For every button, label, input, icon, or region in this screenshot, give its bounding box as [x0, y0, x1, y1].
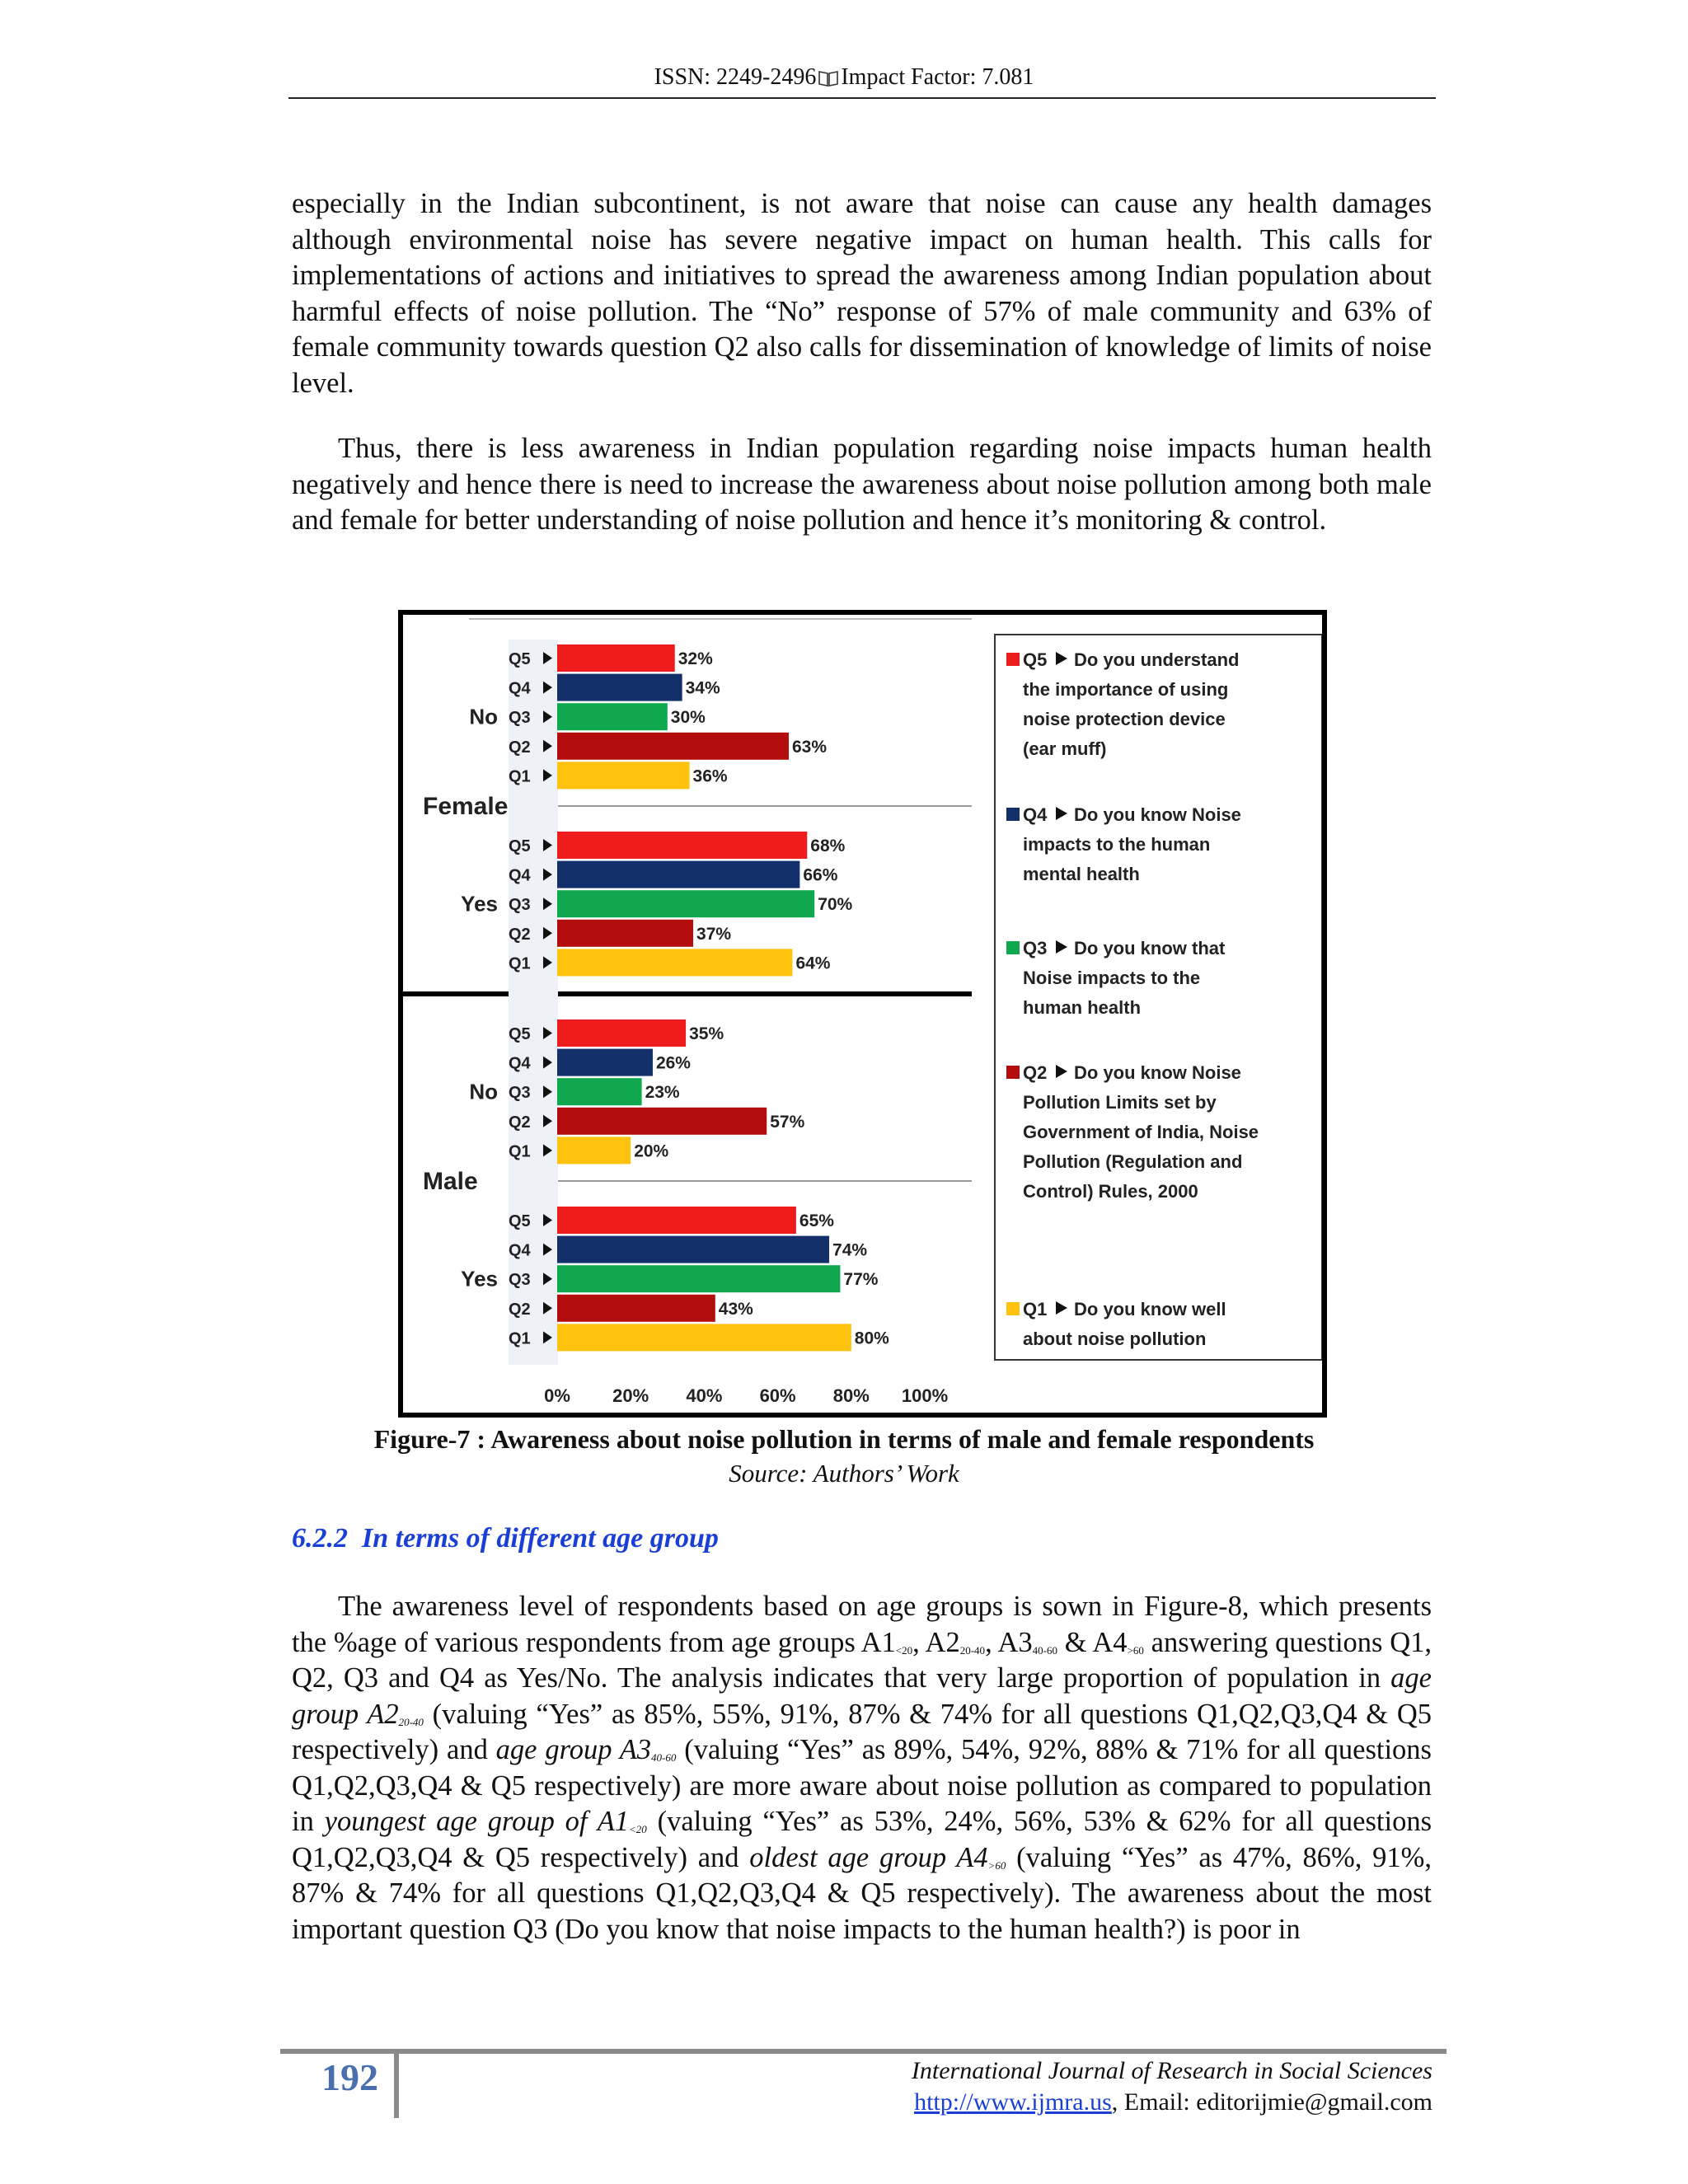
- legend-question: Q3: [1023, 938, 1048, 958]
- bar-value-label: 77%: [843, 1270, 879, 1290]
- legend-swatch: [1006, 941, 1020, 954]
- question-label: Q2: [509, 925, 531, 944]
- legend-question: Q1: [1023, 1299, 1048, 1319]
- question-label: Q3: [509, 1084, 531, 1103]
- bar: [557, 762, 690, 789]
- answer-label: No: [469, 1079, 498, 1104]
- figure-source: Source: Authors’ Work: [729, 1459, 959, 1488]
- p3-text: (valuing “Yes” as 53%, 24%, 56%, 53% & 62% for all questions Q1,Q2,Q3,Q4 & Q5 respectively) and: [292, 1806, 1432, 1873]
- x-tick-label: 80%: [832, 1385, 870, 1406]
- paragraph-3: [292, 1589, 1432, 1947]
- p3-sub: 20-40: [398, 1715, 424, 1728]
- bar: [557, 1078, 642, 1105]
- legend-question: Q4: [1023, 804, 1048, 825]
- question-label: Q4: [509, 866, 531, 885]
- p3-text: (valuing “Yes” as 47%, 86%, 91%, 87% & 74% for all questions Q1,Q2,Q3,Q4 & Q5 respectively). The awareness about the most important question Q3 (Do you know that noise impacts to the human health?) is poor in: [292, 1841, 1432, 1945]
- legend-text: Do you know Noise: [1074, 804, 1241, 825]
- question-label: Q1: [509, 767, 531, 786]
- figure-caption: Figure-7 : Awareness about noise pollution in terms of male and female respondents: [373, 1424, 1315, 1454]
- bar-value-label: 35%: [689, 1024, 724, 1043]
- answer-label: No: [469, 704, 498, 729]
- legend-text: Do you know Noise: [1074, 1062, 1241, 1083]
- p3-text: , A3: [985, 1626, 1033, 1658]
- p3-italic: youngest age group of A1: [324, 1806, 630, 1837]
- legend-text: about noise pollution: [1023, 1329, 1207, 1349]
- p3-sub: <20: [629, 1823, 647, 1835]
- bar: [557, 1236, 829, 1263]
- question-label: Q2: [509, 738, 531, 757]
- answer-label: Yes: [461, 891, 498, 916]
- p3-text: (valuing “Yes” as 85%, 55%, 91%, 87% & 74% for all questions Q1,Q2,Q3,Q4 & Q5 respectively) and: [292, 1698, 1432, 1765]
- legend-text: Do you know well: [1074, 1299, 1226, 1319]
- bar-value-label: 20%: [634, 1141, 669, 1161]
- issn-text: ISSN: 2249-2496: [654, 64, 817, 90]
- legend-text: impacts to the human: [1023, 834, 1211, 855]
- journal-name: International Journal of Research in Social Sciences: [911, 2057, 1432, 2084]
- x-tick-label: 60%: [759, 1385, 796, 1406]
- p3-italic: age group A2: [292, 1662, 1432, 1730]
- legend-text: Do you know that: [1074, 938, 1226, 958]
- bar-value-label: 80%: [854, 1329, 889, 1348]
- section-heading: [292, 1523, 719, 1554]
- bar: [557, 949, 792, 976]
- bar: [557, 1265, 840, 1292]
- bar-value-label: 70%: [818, 895, 853, 915]
- bar: [557, 674, 682, 701]
- p3-sub: 40-60: [651, 1751, 677, 1764]
- impact-factor-text: Impact Factor: 7.081: [841, 64, 1034, 90]
- bar: [557, 703, 668, 730]
- paragraph-2: Thus, there is less awareness in Indian population regarding noise impacts human health negatively and hence there is need to increase the awareness about noise pollution among both male and female for better understanding of noise pollution and hence it’s monitoring & control.: [292, 433, 1432, 536]
- legend-text: human health: [1023, 997, 1142, 1018]
- bar-value-label: 36%: [692, 766, 728, 786]
- p3-sub: 20-40: [959, 1643, 986, 1657]
- p3-sub: <20: [895, 1643, 913, 1657]
- bar-value-label: 57%: [770, 1112, 805, 1132]
- p3-sub: 40-60: [1032, 1643, 1058, 1657]
- p3-text: The awareness level of respondents based on age groups is sown in Figure-8, which presents the %age of various respondents from age groups A1: [292, 1591, 1432, 1658]
- legend-question: Q2: [1023, 1062, 1048, 1083]
- bar-value-label: 32%: [678, 649, 713, 668]
- bar-value-label: 23%: [645, 1083, 680, 1103]
- legend-text: Control) Rules, 2000: [1023, 1181, 1198, 1202]
- p3-italic: oldest age group A4: [749, 1841, 988, 1873]
- journal-contact: [914, 2088, 1432, 2116]
- legend-text: the importance of using: [1023, 679, 1229, 700]
- question-label: Q5: [509, 837, 531, 855]
- question-label: Q4: [509, 1054, 531, 1073]
- question-label: Q2: [509, 1113, 531, 1132]
- journal-link[interactable]: http://www.ijmra.us: [914, 2088, 1112, 2116]
- answer-label: Yes: [461, 1266, 498, 1291]
- p3-sub: >60: [987, 1858, 1006, 1872]
- p3-text: answering questions Q1, Q2, Q3 and Q4 as Yes/No. The analysis indicates that very large proportion of population in: [292, 1626, 1432, 1694]
- legend-text: Noise impacts to the: [1023, 968, 1201, 988]
- question-label: Q5: [509, 1212, 531, 1230]
- x-tick-label: 100%: [901, 1385, 949, 1406]
- paragraph-1: especially in the Indian subcontinent, is not aware that noise can cause any health damages although environmental noise has severe negative impact on human health. This calls for implementations of actions and initiatives to spread the awareness among Indian population about harmful effects of noise pollution. The “No” response of 57% of male community and 63% of female community towards question Q2 also calls for dissemination of knowledge of limits of noise level.: [292, 188, 1432, 399]
- bar: [557, 1324, 851, 1351]
- bar: [557, 1207, 796, 1234]
- bar: [557, 1137, 631, 1164]
- legend-text: Do you understand: [1074, 649, 1240, 670]
- legend-text: noise protection device: [1023, 709, 1226, 729]
- running-header: [0, 64, 1688, 91]
- gender-label: Male: [423, 1168, 478, 1195]
- legend-swatch: [1006, 1302, 1020, 1315]
- p3-italic: age group A3: [495, 1734, 652, 1765]
- journal-email: , Email: editorijmie@gmail.com: [1111, 2088, 1432, 2116]
- bar: [557, 1019, 686, 1047]
- bar: [557, 1295, 715, 1322]
- question-label: Q1: [509, 954, 531, 973]
- question-label: Q4: [509, 679, 531, 698]
- x-tick-label: 40%: [686, 1385, 723, 1406]
- legend-text: (ear muff): [1023, 738, 1107, 759]
- legend-text: Pollution Limits set by: [1023, 1092, 1217, 1113]
- legend-text: Government of India, Noise: [1023, 1122, 1259, 1142]
- legend-swatch: [1006, 1066, 1020, 1079]
- question-label: Q5: [509, 650, 531, 668]
- bar-value-label: 65%: [799, 1212, 834, 1230]
- footer-rule: [280, 2049, 1447, 2054]
- x-tick-label: 20%: [612, 1385, 649, 1406]
- bar: [557, 861, 799, 888]
- bar-value-label: 64%: [795, 954, 831, 973]
- question-label: Q3: [509, 896, 531, 915]
- p3-text: & A4: [1057, 1626, 1128, 1658]
- section-number: 6.2.2: [292, 1523, 348, 1554]
- bar: [557, 832, 807, 859]
- legend-swatch: [1006, 808, 1020, 821]
- question-label: Q3: [509, 709, 531, 728]
- bar-value-label: 26%: [655, 1053, 691, 1073]
- page-number: 192: [321, 2056, 378, 2098]
- question-label: Q1: [509, 1329, 531, 1348]
- book-icon: [818, 69, 839, 87]
- bar-value-label: 43%: [718, 1299, 753, 1319]
- bar: [557, 1108, 767, 1135]
- legend-swatch: [1006, 653, 1020, 666]
- question-label: Q3: [509, 1271, 531, 1290]
- figure-7: [398, 610, 1327, 1418]
- bar-value-label: 74%: [832, 1240, 868, 1260]
- footer-divider: [394, 2052, 399, 2118]
- section-title: In terms of different age group: [362, 1523, 719, 1554]
- bar: [557, 1049, 653, 1076]
- bar: [557, 920, 693, 947]
- bar-value-label: 34%: [685, 678, 720, 698]
- legend-text: mental health: [1023, 864, 1140, 884]
- legend-text: Pollution (Regulation and: [1023, 1151, 1243, 1172]
- awareness-chart: [403, 615, 1322, 1413]
- bar: [557, 644, 675, 672]
- question-label: Q4: [509, 1241, 531, 1260]
- question-label: Q2: [509, 1300, 531, 1319]
- bar: [557, 890, 814, 917]
- p3-text: , A2: [912, 1626, 960, 1658]
- header-rule: [288, 97, 1436, 99]
- gender-label: Female: [423, 793, 509, 820]
- question-label: Q1: [509, 1142, 531, 1161]
- question-label: Q5: [509, 1025, 531, 1043]
- bar-value-label: 30%: [670, 708, 706, 728]
- bar-value-label: 63%: [791, 737, 828, 757]
- legend-question: Q5: [1023, 649, 1048, 670]
- bar-value-label: 68%: [810, 837, 846, 855]
- bar-value-label: 66%: [803, 865, 838, 885]
- bar-value-label: 37%: [696, 924, 732, 944]
- x-tick-label: 0%: [544, 1385, 570, 1406]
- p3-sub: >60: [1127, 1643, 1144, 1657]
- p3-text: (valuing “Yes” as 89%, 54%, 92%, 88% & 71% for all questions Q1,Q2,Q3,Q4 & Q5 respectively) are more aware about noise pollution as compared to population in: [292, 1734, 1432, 1837]
- bar: [557, 733, 789, 760]
